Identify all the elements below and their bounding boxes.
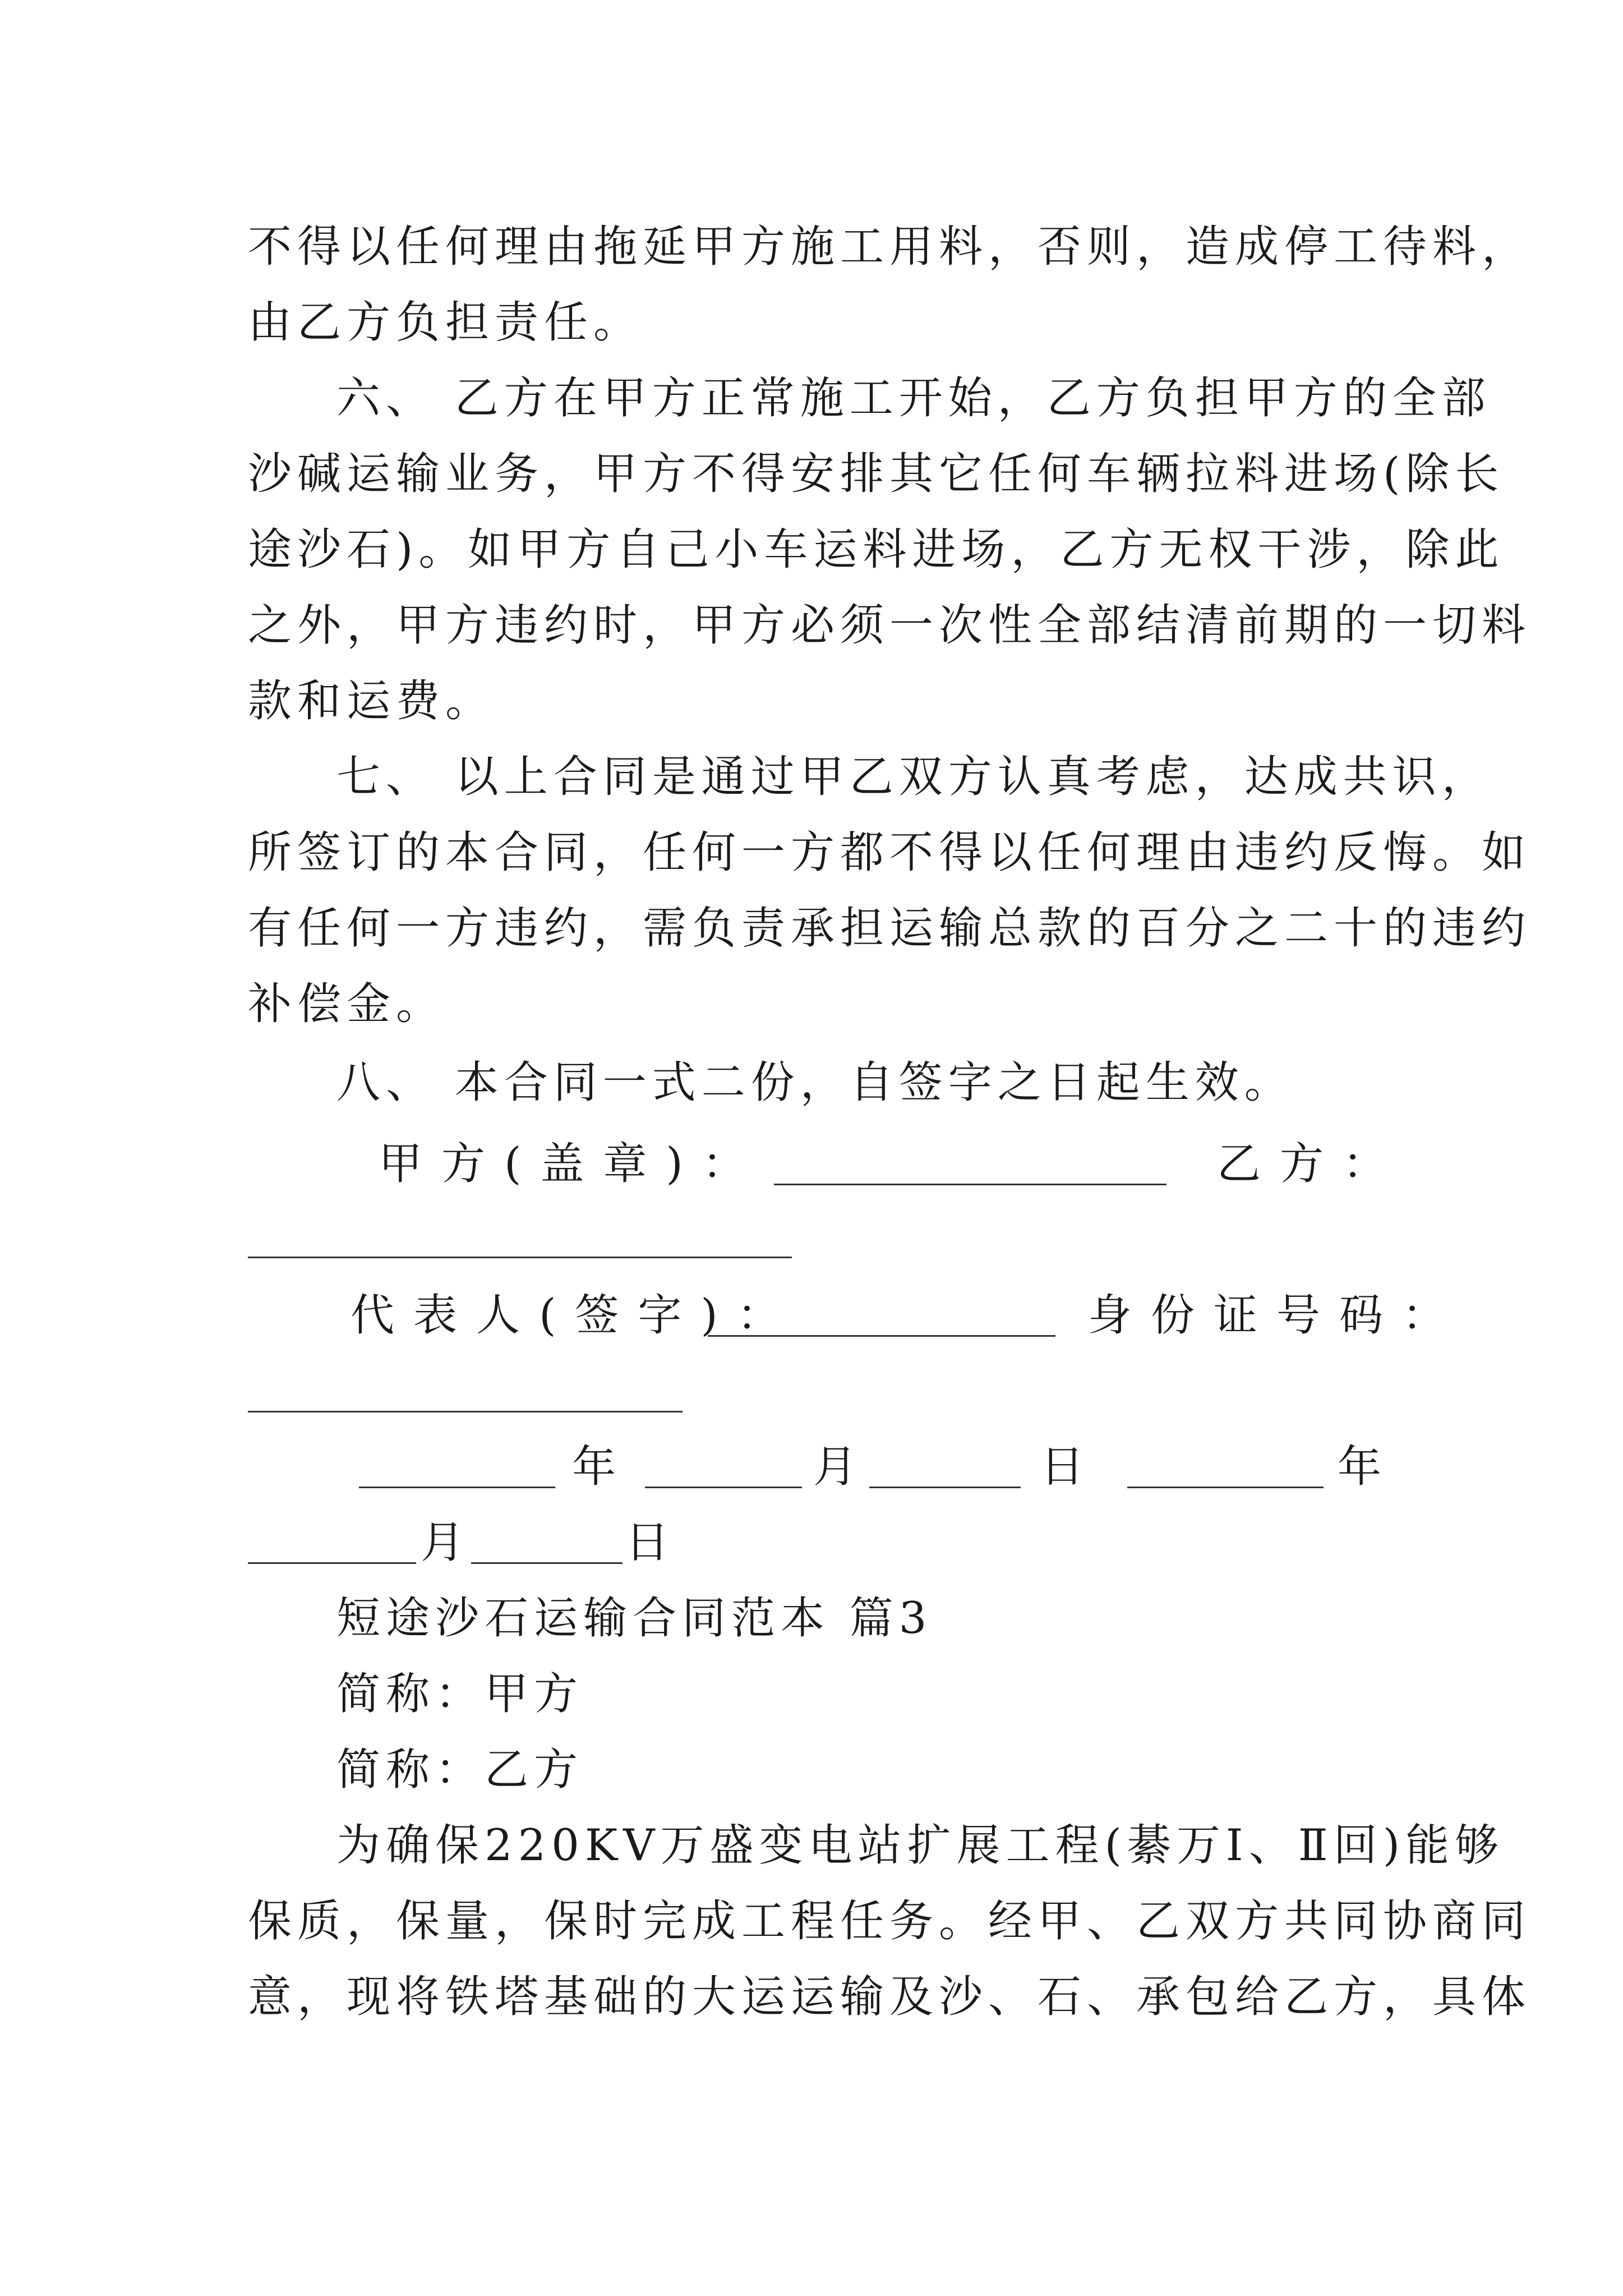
date-day-blank-b[interactable] — [471, 1562, 623, 1564]
section-heading: 短途沙石运输合同范本 篇3 — [336, 1593, 933, 1644]
date-month-label-a: 月 — [813, 1442, 857, 1492]
id-number-label: 身份证号码： — [1088, 1290, 1465, 1341]
paragraph-line: 有任何一方违约，需负责承担运输总款的百分之二十的违约 — [248, 903, 1532, 954]
clause-seven-line: 七、 以上合同是通过甲乙双方认真考虑，达成共识， — [336, 752, 1491, 802]
paragraph-line: 所签订的本合同，任何一方都不得以任何理由违约反悔。如 — [248, 827, 1532, 878]
paragraph-line: 为确保220KV万盛变电站扩展工程(綦万Ⅰ、Ⅱ回)能够 — [336, 1820, 1505, 1871]
date-month-label-b: 月 — [421, 1517, 465, 1568]
party-a-seal-label: 甲方(盖章)： — [379, 1139, 765, 1189]
paragraph-line: 之外，甲方违约时，甲方必须一次性全部结清前期的一切料 — [248, 600, 1532, 651]
paragraph-line: 不得以任何理由拖延甲方施工用料，否则，造成停工待料， — [248, 222, 1532, 272]
date-day-label-a: 日 — [1040, 1442, 1085, 1492]
date-year-blank-a[interactable] — [359, 1487, 555, 1488]
party-b-label: 乙方： — [1217, 1139, 1406, 1189]
paragraph-line: 补偿金。 — [248, 979, 446, 1029]
paragraph-line: 款和运费。 — [248, 676, 495, 726]
representative-label: 代表人(签字)： — [351, 1290, 800, 1341]
paragraph-line: 意，现将铁塔基础的大运运输及沙、石、承包给乙方，具体 — [248, 1972, 1532, 2022]
paragraph-line: 由乙方负担责任。 — [248, 297, 643, 348]
party-a-signature-blank[interactable] — [774, 1184, 1166, 1185]
paragraph-line: 沙碱运输业务，甲方不得安排其它任何车辆拉料进场(除长 — [248, 449, 1505, 499]
clause-eight-line: 八、 本合同一式二份，自签字之日起生效。 — [336, 1057, 1294, 1108]
party-b-signature-blank[interactable] — [248, 1257, 792, 1258]
paragraph-line: 途沙石)。如甲方自己小车运料进场，乙方无权干涉，除此 — [248, 524, 1505, 575]
date-year-blank-b[interactable] — [1127, 1487, 1324, 1488]
date-month-blank-a[interactable] — [645, 1487, 802, 1488]
date-day-label-b: 日 — [625, 1517, 670, 1568]
date-month-blank-b[interactable] — [248, 1562, 416, 1564]
date-year-label-a: 年 — [572, 1442, 616, 1492]
date-year-label-b: 年 — [1338, 1442, 1382, 1492]
id-number-blank[interactable] — [248, 1411, 683, 1412]
clause-six-line: 六、 乙方在甲方正常施工开始，乙方负担甲方的全部 — [336, 373, 1491, 424]
paragraph-line: 保质，保量，保时完成工程任务。经甲、乙双方共同协商同 — [248, 1896, 1532, 1947]
representative-signature-blank[interactable] — [708, 1335, 1055, 1337]
abbreviation-party-a: 简称：甲方 — [336, 1669, 584, 1719]
abbreviation-party-b: 简称：乙方 — [336, 1745, 584, 1795]
date-day-blank-a[interactable] — [869, 1487, 1021, 1488]
